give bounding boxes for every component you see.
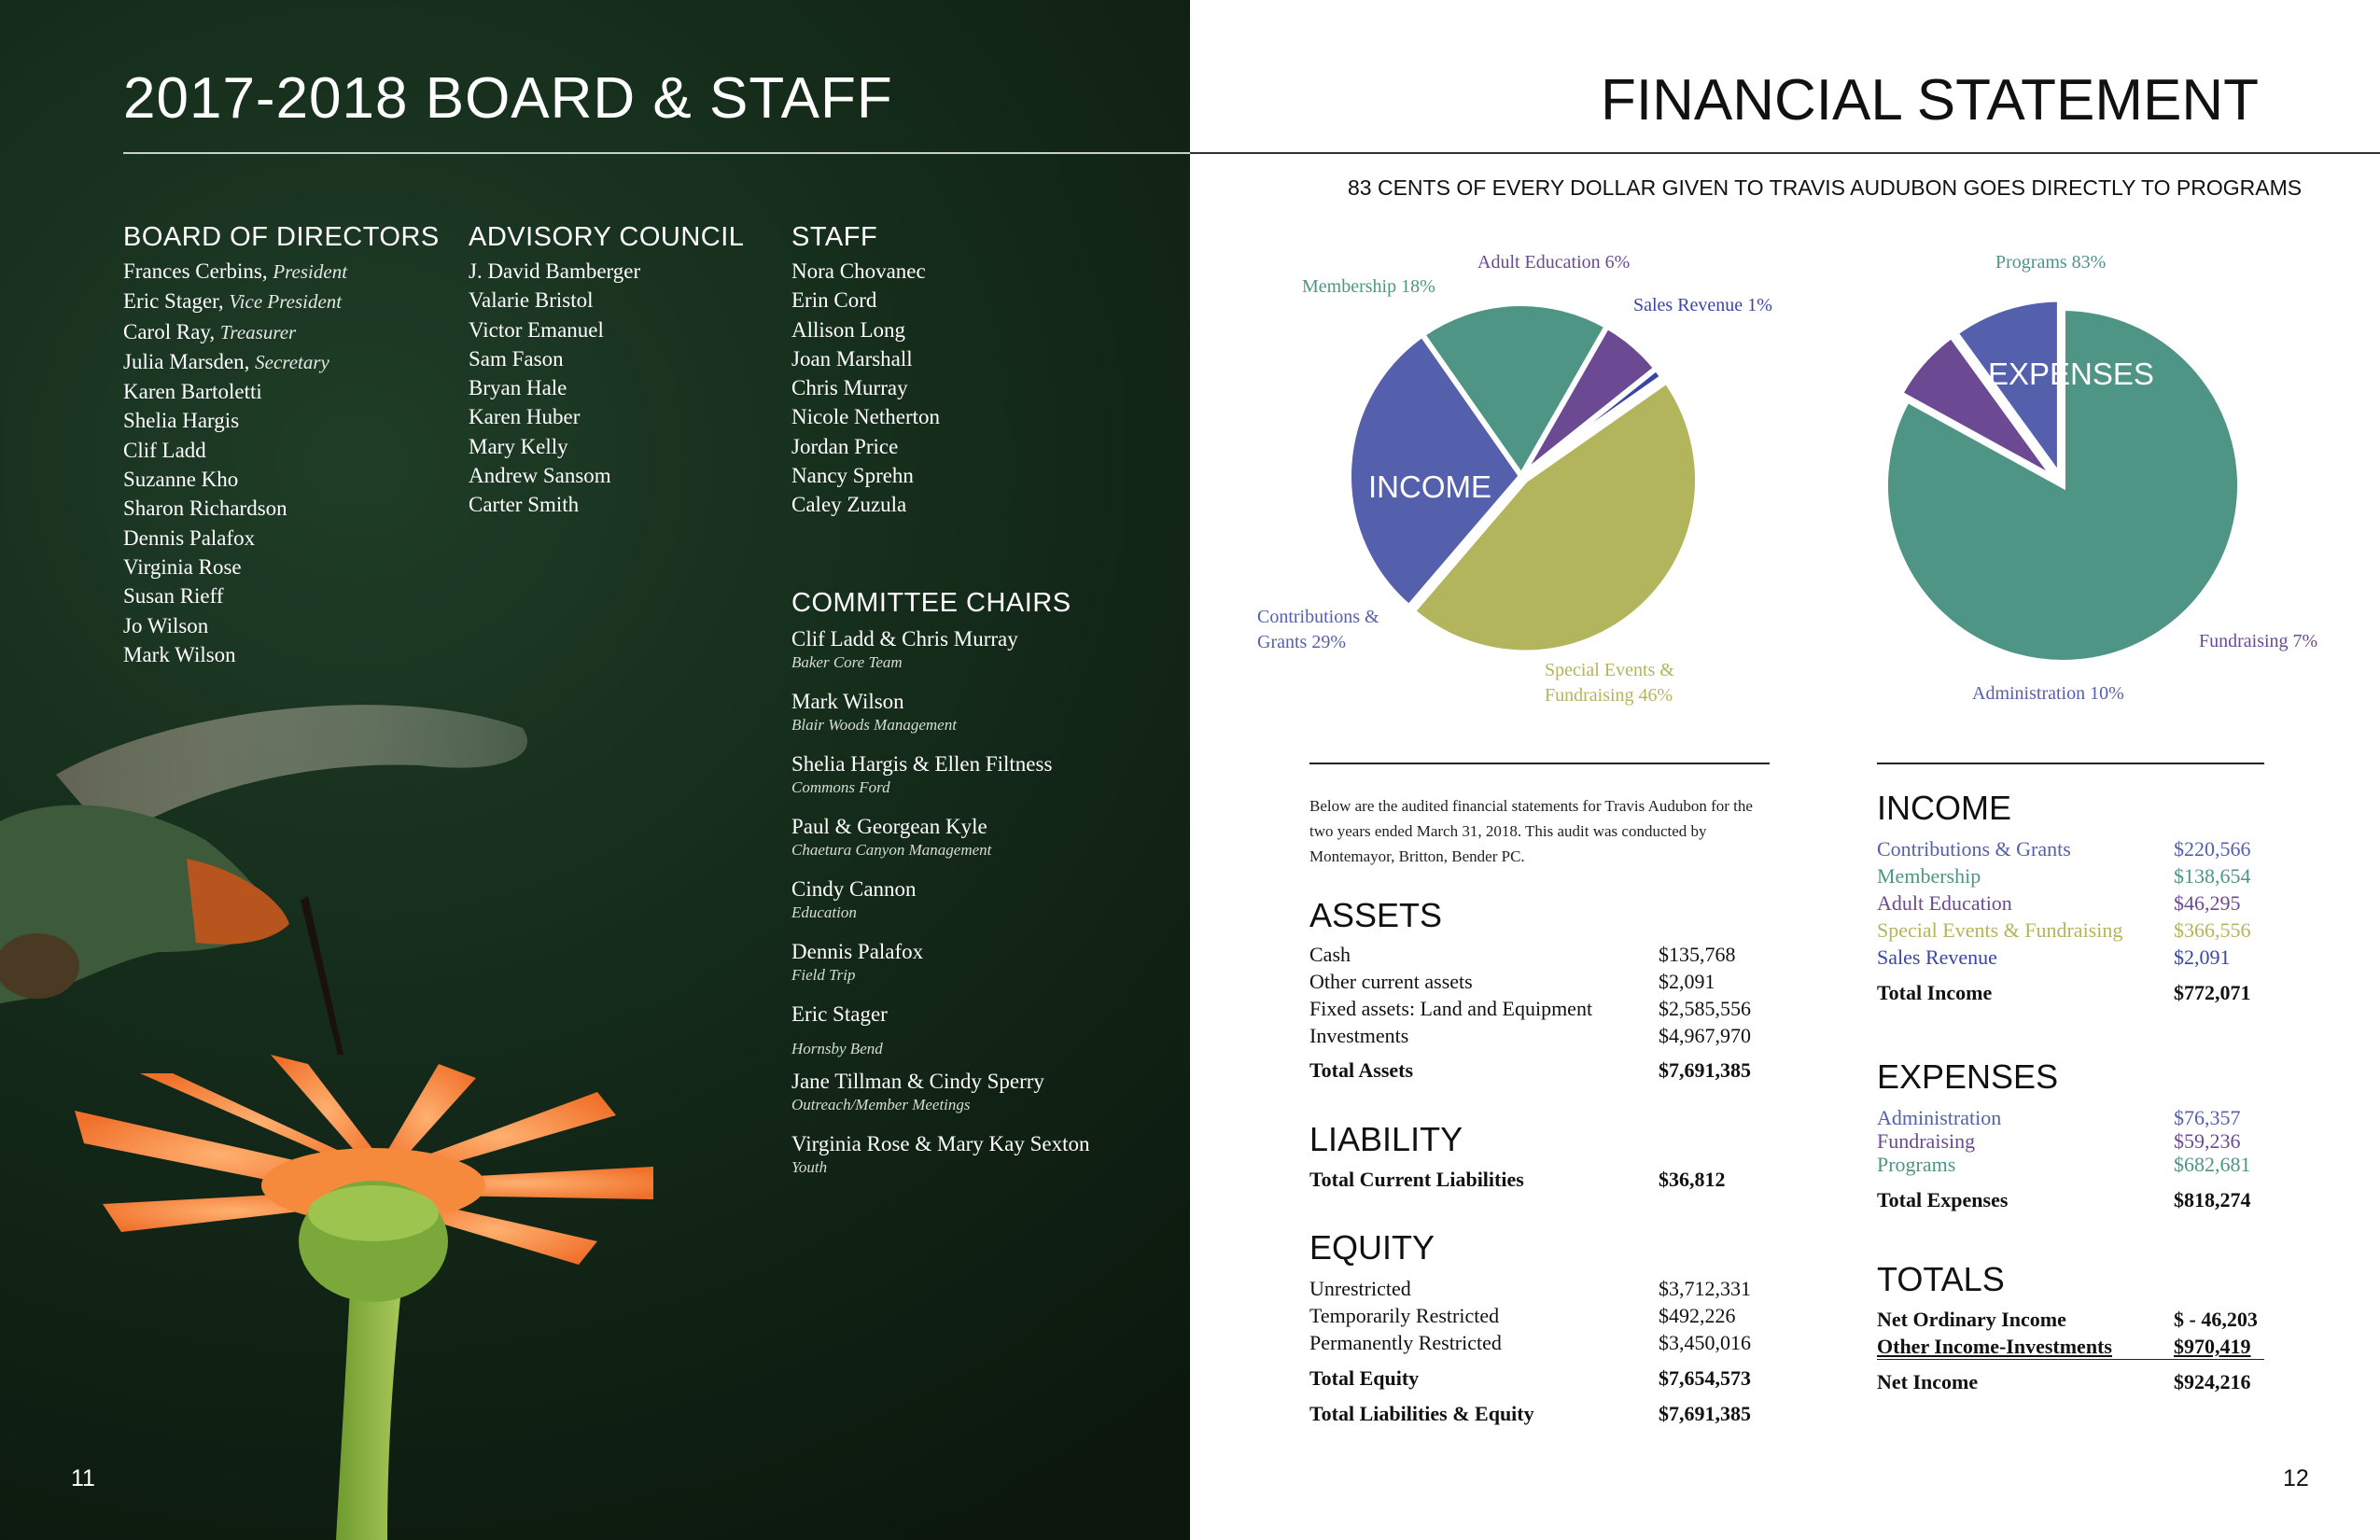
- committee-chair: Dennis Palafox Field Trip: [791, 940, 924, 984]
- expense-slices: [1885, 299, 2240, 663]
- equity-heading: EQUITY: [1309, 1228, 1435, 1267]
- assets-row-label: Cash: [1309, 943, 1351, 966]
- assets-row-value: $4,967,970: [1659, 1024, 1751, 1047]
- advisory-member: Andrew Sansom: [469, 464, 611, 488]
- liability-heading: LIABILITY: [1309, 1120, 1463, 1158]
- total-income-label: Total Income: [1877, 981, 1993, 1004]
- net-income-label: Net Income: [1877, 1370, 1979, 1393]
- staff-member: Joan Marshall: [791, 346, 913, 371]
- assets-row-value: $2,091: [1659, 970, 1715, 993]
- advisory-member: Carter Smith: [469, 493, 580, 517]
- equity-row-value: $3,712,331: [1659, 1277, 1751, 1300]
- income-row-value: $2,091: [2174, 945, 2231, 969]
- board-member: Carol Ray, Treasurer: [123, 319, 297, 343]
- income-pie-title: INCOME: [1368, 469, 1491, 504]
- committee-chair: Paul & Georgean Kyle Chaetura Canyon Management: [791, 815, 992, 859]
- income-row-value: $46,295: [2174, 891, 2241, 915]
- title-rule-right: [1190, 152, 2380, 154]
- total-equity-label: Total Equity: [1309, 1366, 1420, 1390]
- pie-label-fundraising: Fundraising 7%: [2199, 631, 2318, 651]
- pie-label-membership: Membership 18%: [1302, 276, 1435, 297]
- net-income-value: $924,216: [2174, 1370, 2251, 1393]
- assets-row-value: $135,768: [1659, 943, 1736, 966]
- tagline: 83 CENTS OF EVERY DOLLAR GIVEN TO TRAVIS AUDUBON GOES DIRECTLY TO PROGRAMS: [1348, 175, 2303, 200]
- board-member: Frances Cerbins, President: [123, 259, 348, 283]
- advisory-member: Sam Fason: [469, 346, 564, 371]
- income-row-value: $138,654: [2174, 864, 2251, 888]
- staff-member: Caley Zuzula: [791, 493, 907, 517]
- committee-chair: Cindy Cannon Education: [791, 877, 917, 921]
- board-member: Shelia Hargis: [123, 409, 240, 433]
- expenses-row-value: $59,236: [2174, 1129, 2241, 1153]
- total-liabilities-equity-label: Total Liabilities & Equity: [1309, 1402, 1534, 1425]
- assets-heading: ASSETS: [1309, 896, 1443, 934]
- board-member: Karen Bartoletti: [123, 380, 262, 404]
- pie-label-contributions: Contributions & Grants 29%: [1257, 607, 1379, 652]
- advisory-heading: ADVISORY COUNCIL: [469, 222, 745, 252]
- expenses-row-value: $682,681: [2174, 1153, 2251, 1176]
- board-member: Dennis Palafox: [123, 525, 256, 550]
- staff-member: Nora Chovanec: [791, 259, 926, 283]
- board-heading: BOARD OF DIRECTORS: [123, 222, 440, 252]
- page-number-left: 11: [71, 1465, 95, 1491]
- income-row-label: Membership: [1877, 864, 1981, 888]
- board-member: Suzanne Kho: [123, 468, 239, 492]
- staff-member: Allison Long: [791, 317, 906, 342]
- advisory-member: Victor Emanuel: [469, 317, 604, 342]
- audit-intro: Below are the audited financial statements for Travis Audubon for the two years ended March 31, 2018. This audit was conducted by Montemayor, Britton, Bender PC.: [1309, 797, 1753, 865]
- advisory-member: Bryan Hale: [469, 376, 567, 400]
- total-liabilities-value: $36,812: [1659, 1168, 1726, 1191]
- committee-chair: Virginia Rose & Mary Kay Sexton Youth: [791, 1132, 1090, 1176]
- staff-heading: STAFF: [791, 222, 878, 252]
- committee-column: [791, 588, 1071, 619]
- staff-member: Erin Cord: [791, 288, 877, 313]
- net-ordinary-income-label: Net Ordinary Income: [1877, 1308, 2066, 1331]
- assets-row-value: $2,585,556: [1659, 997, 1751, 1020]
- expenses-row-label: Administration: [1877, 1106, 2002, 1129]
- page-number-right: 12: [2283, 1465, 2309, 1491]
- total-assets-label: Total Assets: [1309, 1058, 1414, 1082]
- bird-beak: [301, 896, 343, 1055]
- pie-label-special-events: Special Events & Fundraising 46%: [1545, 660, 1674, 706]
- staff-member: Nicole Netherton: [791, 405, 941, 429]
- board-member: Jo Wilson: [123, 613, 209, 637]
- assets-row-label: Fixed assets: Land and Equipment: [1309, 997, 1593, 1020]
- committee-heading: COMMITTEE CHAIRS: [791, 588, 1071, 618]
- totals-heading: TOTALS: [1877, 1260, 2005, 1298]
- total-assets-value: $7,691,385: [1659, 1058, 1751, 1082]
- advisory-member: Valarie Bristol: [469, 288, 594, 313]
- committee-chair: Jane Tillman & Cindy Sperry Outreach/Member Meetings: [791, 1070, 1044, 1113]
- equity-row-value: $3,450,016: [1659, 1331, 1751, 1354]
- board-member: Julia Marsden, Secretary: [123, 349, 329, 373]
- board-column: [123, 222, 440, 669]
- assets-row-label: Investments: [1309, 1024, 1409, 1047]
- income-row-label: Adult Education: [1877, 891, 2012, 915]
- page-title-left: 2017-2018 BOARD & STAFF: [123, 66, 893, 131]
- pie-label-sales-revenue: Sales Revenue 1%: [1633, 295, 1772, 315]
- staff-member: Chris Murray: [791, 376, 908, 400]
- other-income-value: $970,419: [2174, 1335, 2251, 1358]
- expenses-heading: EXPENSES: [1877, 1057, 2059, 1096]
- expenses-row-label: Fundraising: [1877, 1129, 1976, 1153]
- committee-chair: Shelia Hargis & Ellen Filtness Commons Ford: [791, 752, 1053, 796]
- income-row-label: Sales Revenue: [1877, 945, 1997, 969]
- board-member: Virginia Rose: [123, 554, 242, 579]
- advisory-member: Karen Huber: [469, 405, 581, 429]
- board-member: Sharon Richardson: [123, 497, 287, 521]
- committee-chair: Mark Wilson Blair Woods Management: [791, 690, 957, 734]
- committee-chair: Clif Ladd & Chris Murray Baker Core Team: [791, 627, 1018, 671]
- income-heading: INCOME: [1877, 789, 2011, 827]
- equity-row-label: Temporarily Restricted: [1309, 1304, 1500, 1327]
- staff-member: Jordan Price: [791, 434, 899, 458]
- total-equity-value: $7,654,573: [1659, 1366, 1751, 1390]
- total-liabilities-label: Total Current Liabilities: [1309, 1168, 1524, 1191]
- income-row-value: $220,566: [2174, 837, 2251, 861]
- assets-row-label: Other current assets: [1309, 970, 1473, 993]
- income-row-label: Special Events & Fundraising: [1877, 918, 2123, 942]
- equity-row-label: Permanently Restricted: [1309, 1331, 1502, 1354]
- advisory-list: [469, 257, 744, 520]
- advisory-column: [469, 222, 744, 520]
- financial-rule-left: [1309, 763, 1770, 764]
- equity-row-value: $492,226: [1659, 1304, 1736, 1327]
- board-member: Mark Wilson: [123, 642, 236, 666]
- equity-row-label: Unrestricted: [1309, 1277, 1411, 1300]
- board-member: Eric Stager, Vice President: [123, 289, 343, 314]
- total-expenses-value: $818,274: [2174, 1188, 2251, 1211]
- expenses-row-value: $76,357: [2174, 1106, 2241, 1129]
- pie-label-adult-education: Adult Education 6%: [1477, 252, 1631, 273]
- totals-rule: [1877, 1359, 2264, 1360]
- board-list: [123, 257, 440, 669]
- pie-label-administration: Administration 10%: [1972, 683, 2124, 704]
- total-liabilities-equity-value: $7,691,385: [1659, 1402, 1751, 1425]
- board-member: Clif Ladd: [123, 438, 206, 462]
- committee-chair: Eric Stager Hornsby Bend: [791, 1002, 888, 1057]
- staff-list: [791, 257, 940, 520]
- other-income-label: Other Income-Investments: [1877, 1335, 2112, 1358]
- expenses-pie-chart: [1867, 289, 2259, 681]
- flower-stem: [336, 1288, 401, 1540]
- page-title-right: FINANCIAL STATEMENT: [1600, 68, 2259, 133]
- pie-label-programs: Programs 83%: [1995, 252, 2107, 273]
- income-row-label: Contributions & Grants: [1877, 837, 2071, 861]
- income-row-value: $366,556: [2174, 918, 2251, 942]
- advisory-member: Mary Kelly: [469, 434, 568, 458]
- staff-member: Nancy Sprehn: [791, 464, 914, 488]
- expenses-pie-title: EXPENSES: [1988, 357, 2154, 391]
- total-income-value: $772,071: [2174, 981, 2251, 1004]
- title-rule: [123, 152, 1190, 154]
- board-member: Susan Rieff: [123, 584, 224, 609]
- total-expenses-label: Total Expenses: [1877, 1188, 2009, 1211]
- expenses-row-label: Programs: [1877, 1153, 1956, 1176]
- financial-rule-right: [1877, 763, 2264, 764]
- staff-column: [791, 222, 940, 520]
- net-ordinary-income-value: $ - 46,203: [2174, 1308, 2258, 1331]
- advisory-member: J. David Bamberger: [469, 259, 641, 283]
